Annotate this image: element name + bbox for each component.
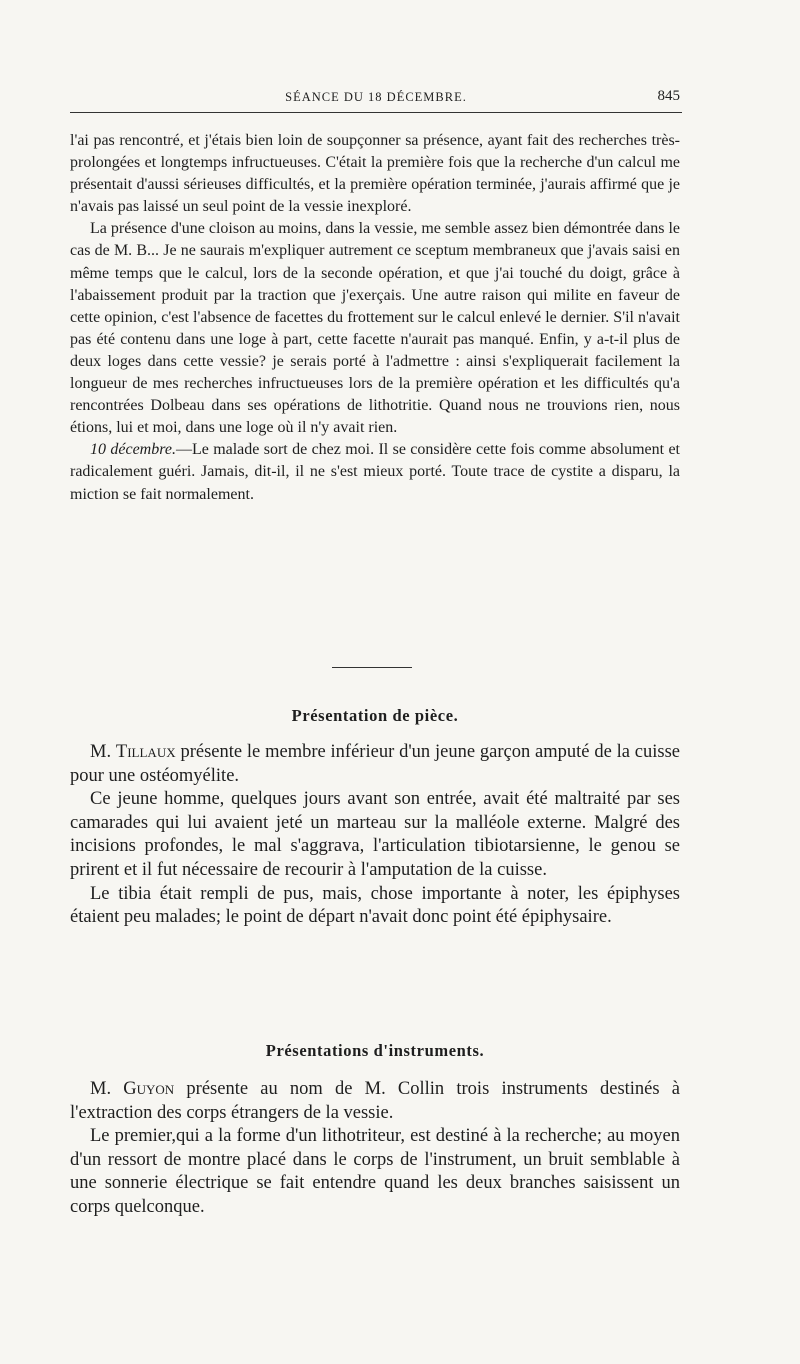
paragraph <box>70 439 680 505</box>
running-title: SÉANCE DU 18 DÉCEMBRE. <box>285 90 467 104</box>
section-title-presentations-instruments: Présentations d'instruments. <box>265 1041 485 1060</box>
speaker-prefix: M. <box>90 1079 112 1099</box>
paragraph: La présence d'une cloison au moins, dans la vessie, me semble assez bien démontrée dans le cas de M. B... Je ne saurais m'expliquer autrement ce sceptum membraneux que j'avais saisi en même temps que le calcul, lors de la seconde opération, et que j'ai touché du doigt, grâce à l'abaissement produit par la traction que j'exerçais. Une autre raison qui milite en faveur de cette opinion, c'est l'absence de facettes du frottement sur le calcul enlevé le dernier. S'il n'avait pas été contenu dans une loge à part, cette facette n'aurait pas manqué. Enfin, y a-t-il plus de deux loges dans cette vessie? je serais porté à l'admettre : ainsi s'expliquerait facilement la longueur de mes recherches infructueuses lors de la première opération et les difficultés qu'a rencontrées Dolbeau dans ses opérations de lithotritie. Quand nous ne trouvions rien, nous étions, lui et moi, dans une loge où il n'y avait rien. <box>70 220 680 437</box>
section-title-presentation-piece: Présentation de pièce. <box>291 706 459 725</box>
paragraph: Ce jeune homme, quelques jours avant son entrée, avait été maltraité par ses camarades qui lui avaient jeté un marteau sur la malléole externe. Malgré des incisions profondes, le mal s'aggrava, l'articulation tibiotarsienne, le genou se prirent et il fut nécessaire de recourir à l'amputation de la cuisse. <box>70 789 680 880</box>
page-header <box>70 88 682 113</box>
paragraph: Le tibia était rempli de pus, mais, chose importante à noter, les épiphyses étaient peu malades; le point de départ n'avait donc point été épiphysaire. <box>70 883 680 928</box>
speaker-name: Guyon <box>123 1079 175 1099</box>
case-report-continuation <box>70 130 680 506</box>
page-number: 845 <box>657 88 680 104</box>
speaker-name: Tillaux <box>115 742 176 762</box>
section-presentations-instruments <box>70 1078 680 1220</box>
paragraph-text: présente le membre inférieur d'un jeune garçon amputé de la cuisse pour une ostéomyélite. <box>70 742 681 786</box>
paragraph-text: présente au nom de M. Collin trois instruments destinés à l'extraction des corps étrangers de la vessie. <box>70 1079 681 1123</box>
paragraph: Le premier,qui a la forme d'un lithotriteur, est destiné à la recherche; au moyen d'un ressort de montre placé dans le corps de l'instrument, un bruit semblable à une sonnerie électrique se fait entendre quand les deux branches saisissent un corps quelconque. <box>70 1126 680 1217</box>
paragraph-text: —Le malade sort de chez moi. Il se considère cette fois comme absolument et radicalement guéri. Jamais, dit-il, il ne s'est mieux porté. Toute trace de cystite a disparu, la miction se fait normalement. <box>70 441 680 503</box>
paragraph <box>70 1078 680 1125</box>
speaker-prefix: M. <box>90 742 112 762</box>
date-label: 10 décembre. <box>90 441 176 459</box>
section-divider <box>332 667 412 668</box>
paragraph: l'ai pas rencontré, et j'étais bien loin de soupçonner sa présence, ayant fait des recherches très-prolongées et longtemps infructueuses. C'était la première fois que la recherche d'un calcul me présentait d'aussi sérieuses difficultés, et la première opération terminée, j'aurais affirmé que je n'avais pas laissé un seul point de la vessie inexploré. <box>70 132 680 216</box>
paragraph <box>70 741 680 788</box>
section-presentation-piece <box>70 741 680 930</box>
